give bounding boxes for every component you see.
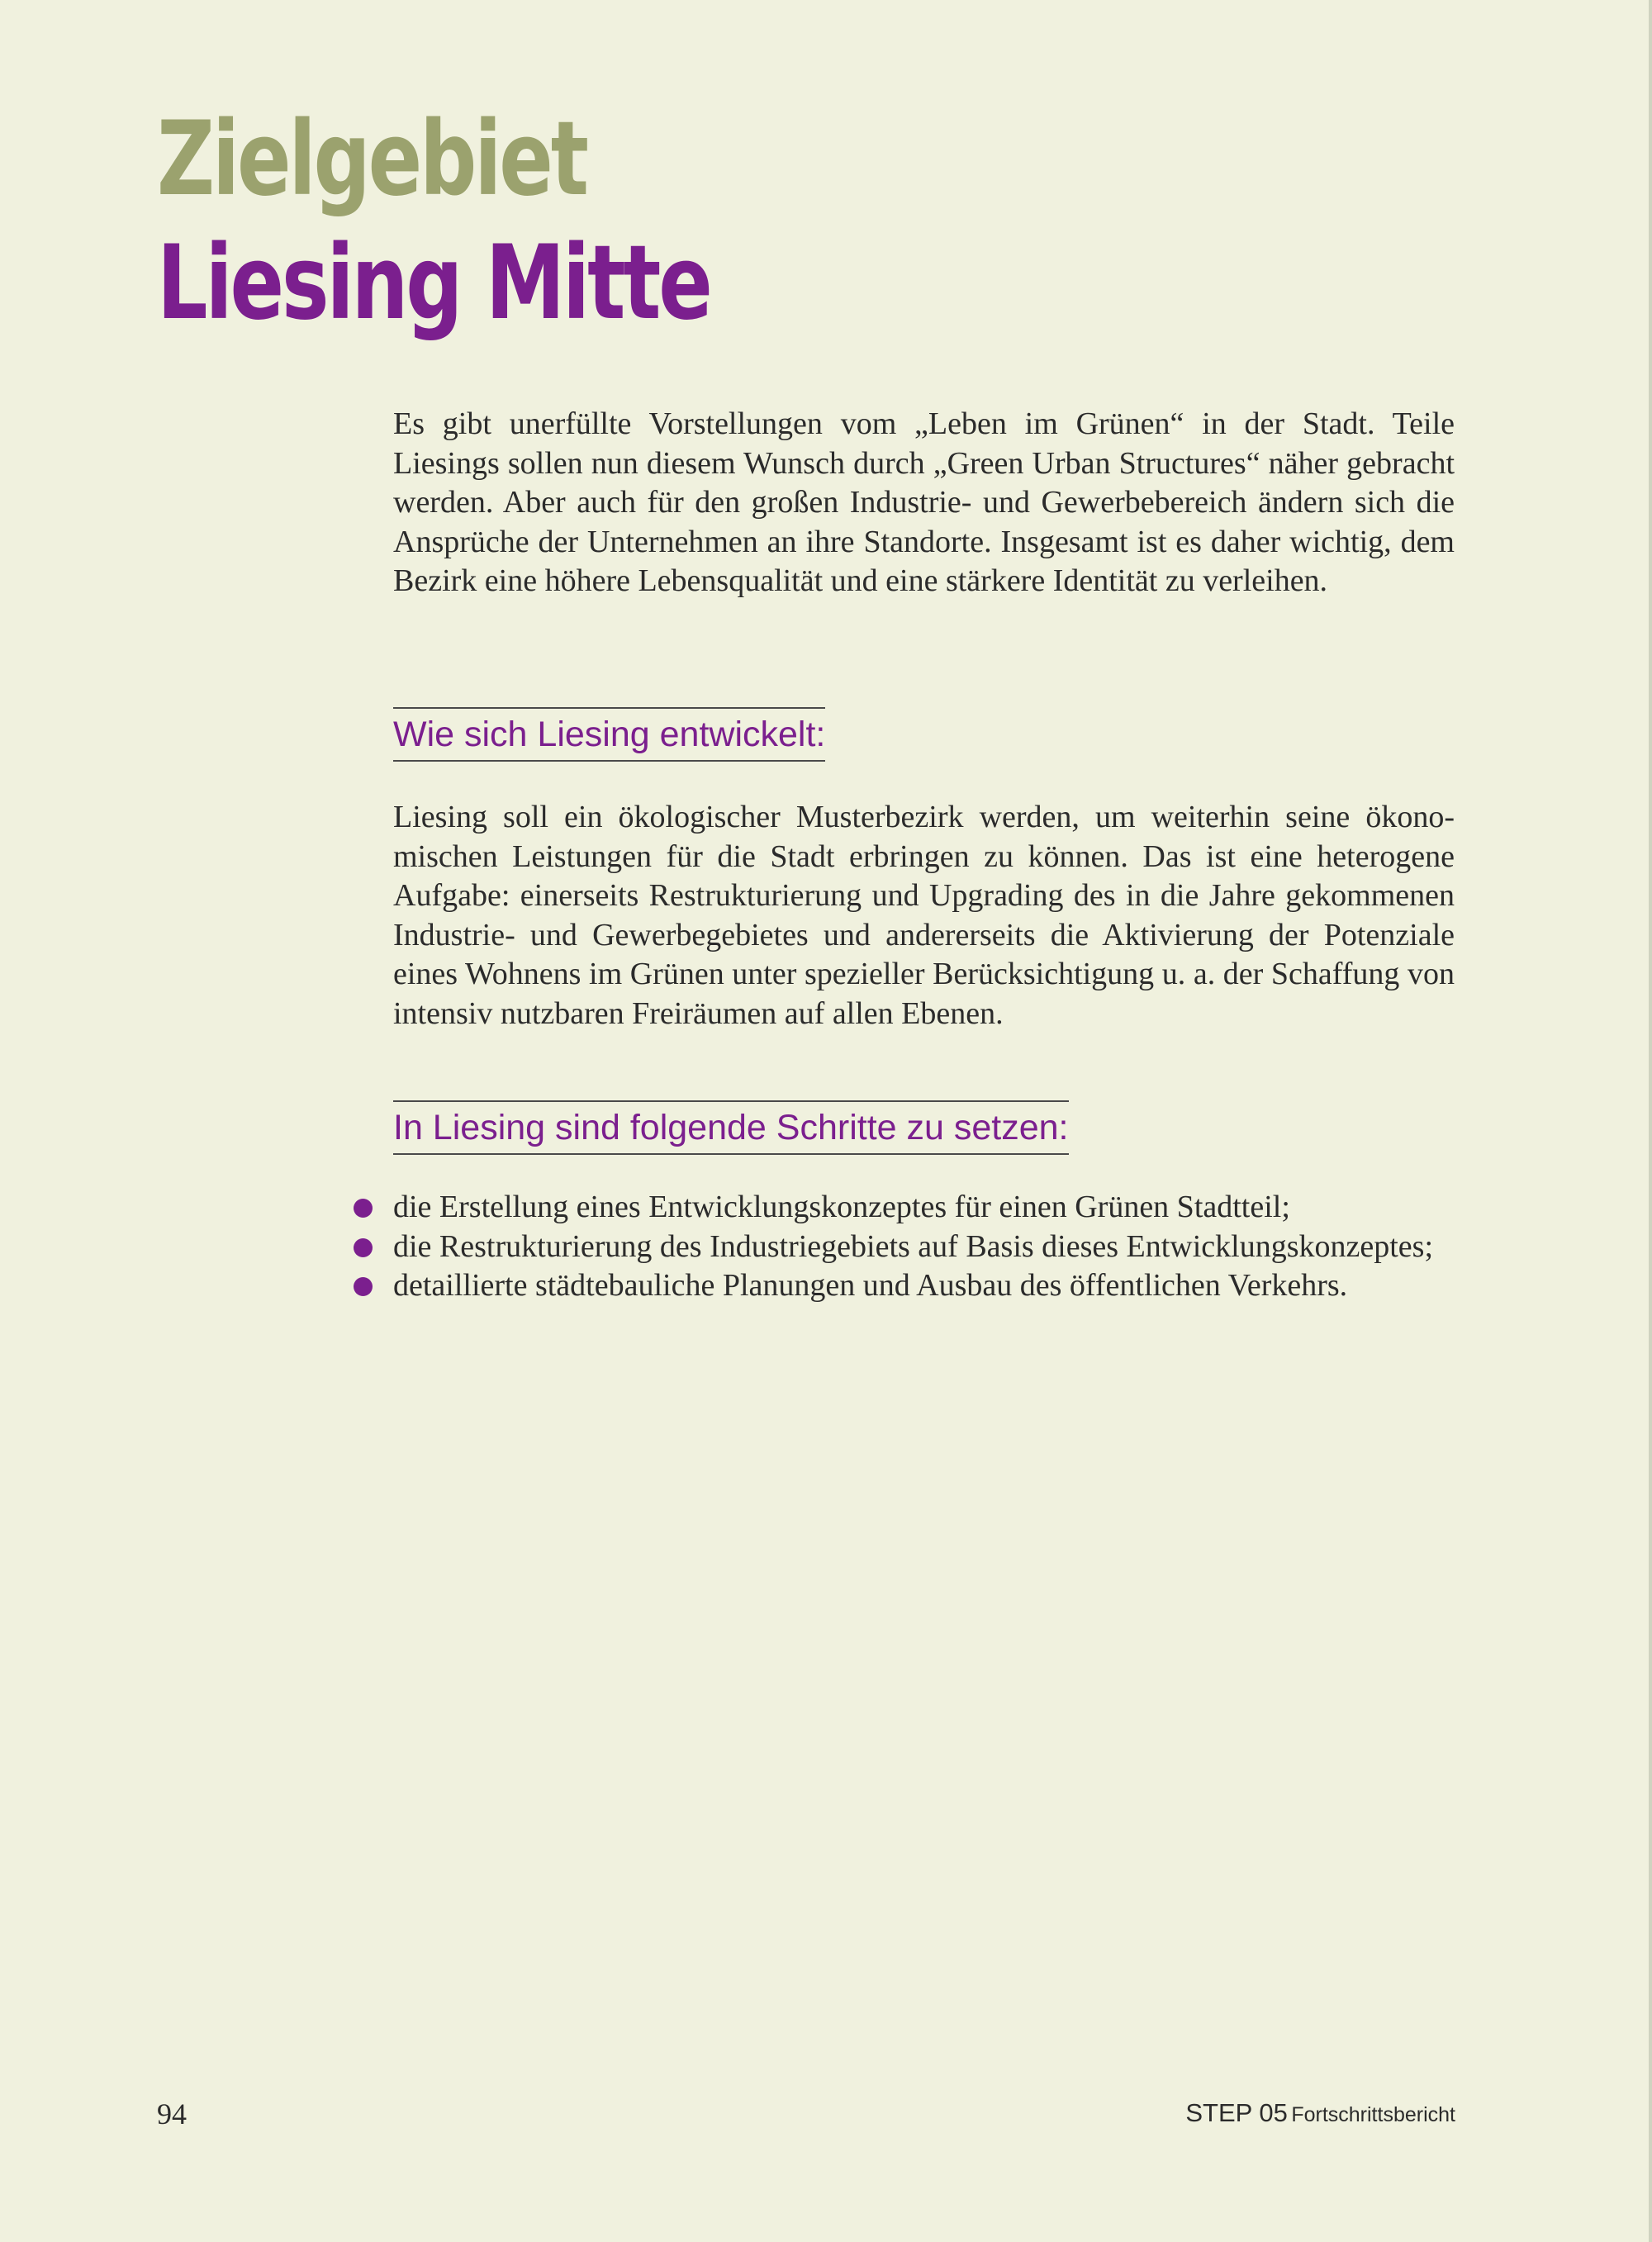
steps-list — [393, 1188, 1550, 1306]
section-heading-steps — [393, 1100, 1069, 1155]
list-item — [393, 1228, 1550, 1267]
bullet-icon — [354, 1199, 373, 1218]
development-paragraph: Liesing soll ein ökologischer Musterbezirk werden, um weiterhin seine ökonomischen Leistungen für die Stadt erbringen zu können. Das ist eine heterogene Aufgabe: einerseits Restrukturierung und Upgrading des in die Jahre gekommenen Industrie- und Gewerbegebietes und andererseits die Aktivierung der Potenziale eines Wohnens im Grünen unter spezieller Berücksichtigung u. a. der Schaffung von intensiv nutzbaren Freiräumen auf allen Ebenen. — [393, 800, 1455, 1031]
list-item — [393, 1266, 1550, 1306]
intro-paragraph: Es gibt unerfüllte Vorstellungen vom „Leben im Grünen“ in der Stadt. Teile Liesings sollen nun diesem Wunsch durch „Green Urban Structures“ näher gebracht werden. Aber auch für den großen Industrie- und Gewerbebereich ändern sich die Ansprüche der Unternehmen an ihre Standorte. Insgesamt ist es daher wichtig, dem Bezirk eine höhere Lebensqualität und eine stärkere Identität zu verleihen. — [393, 406, 1455, 598]
title-line-zielgebiet: Zielgebiet — [157, 100, 586, 219]
section-heading-development — [393, 707, 825, 762]
footer-publication — [1185, 2098, 1455, 2128]
section-heading-development-text: Wie sich Liesing entwickelt: — [393, 715, 826, 754]
list-item-text: die Restrukturierung des Industriegebiets auf Basis dieses Entwicklungskonzeptes; — [393, 1228, 1434, 1264]
list-item-text: die Erstellung eines Entwicklungskonzeptes für einen Grünen Stadtteil; — [393, 1190, 1290, 1224]
list-item-text: detaillierte städtebauliche Planungen und Ausbau des öffentlichen Verkehrs. — [393, 1268, 1348, 1303]
bullet-icon — [354, 1277, 373, 1296]
footer-report-label: Fortschrittsbericht — [1291, 2103, 1455, 2126]
list-item — [393, 1188, 1550, 1228]
page-edge — [1649, 0, 1652, 2242]
footer-step-label: STEP 05 — [1185, 2098, 1288, 2127]
title-line-liesing-mitte: Liesing Mitte — [157, 224, 710, 343]
page-title — [157, 97, 710, 345]
section-heading-steps-text: In Liesing sind folgende Schritte zu setzen: — [393, 1108, 1069, 1147]
page-number: 94 — [157, 2097, 187, 2130]
bullet-icon — [354, 1238, 373, 1257]
